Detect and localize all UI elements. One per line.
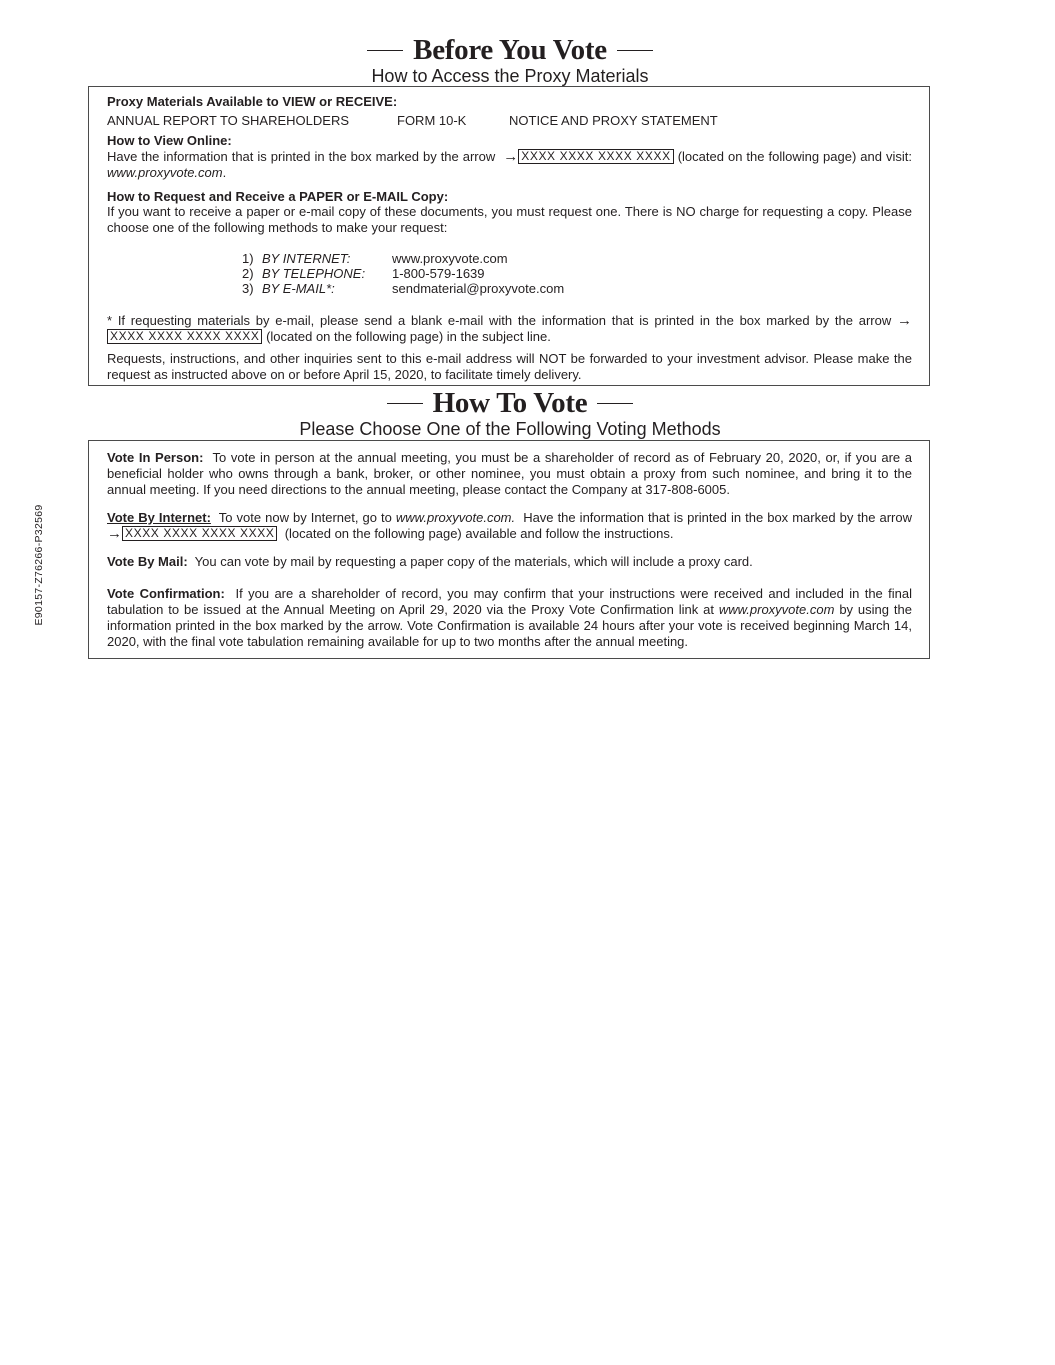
- control-number-box: XXXX XXXX XXXX XXXX: [107, 329, 262, 344]
- vote-by-mail-label: Vote By Mail:: [107, 554, 188, 569]
- how-to-vote-title: How To Vote: [432, 387, 588, 419]
- document-annual-report: ANNUAL REPORT TO SHAREHOLDERS: [107, 113, 350, 128]
- period: .: [222, 165, 227, 180]
- request-heading: How to Request and Receive a PAPER or E-MAIL Copy:: [107, 189, 449, 204]
- voting-methods-box: [88, 440, 930, 659]
- request-method-internet: [107, 251, 707, 267]
- view-online-text-before: Have the information that is printed in the box marked by the arrow: [107, 149, 496, 164]
- how-to-vote-subtitle: Please Choose One of the Following Voting Methods: [299, 419, 721, 439]
- title-rule-right: [617, 50, 653, 51]
- title-rule-right: [597, 403, 633, 404]
- method-number: 2): [242, 266, 254, 281]
- materials-heading: Proxy Materials Available to VIEW or RECEIVE:: [107, 94, 398, 109]
- arrow-icon: →: [503, 148, 519, 165]
- view-online-heading: How to View Online:: [107, 133, 232, 148]
- internet-text-before: To vote now by Internet, go to: [218, 510, 392, 525]
- method-value[interactable]: www.proxyvote.com: [392, 251, 508, 266]
- advisory-text: Requests, instructions, and other inquiries sent to this e-mail address will NOT be forwarded to your investment advisor. Please make the request as instructed above on or before April 15, 2020, to facilitate timely delivery.: [107, 351, 912, 382]
- vote-by-internet: [107, 510, 912, 542]
- method-number: 3): [242, 281, 254, 296]
- confirmation-text-before: If you are a shareholder of record, you may confirm that your instructions were received and included in the final tabulation to be issued at the Annual Meeting on April 29, 2020 via the Proxy Vote Confirmation link at: [107, 586, 912, 617]
- proxyvote-link[interactable]: www.proxyvote.com: [107, 165, 223, 180]
- document-id-text: E90157-Z76266-P32569: [33, 504, 45, 626]
- document-notice-proxy: NOTICE AND PROXY STATEMENT: [509, 113, 718, 128]
- arrow-icon: →: [107, 525, 122, 542]
- before-you-vote-subtitle: How to Access the Proxy Materials: [371, 66, 649, 86]
- vote-by-internet-label: Vote By Internet:: [107, 510, 211, 525]
- vote-confirmation-label: Vote Confirmation:: [107, 586, 225, 601]
- request-method-email: [107, 281, 707, 297]
- request-text: If you want to receive a paper or e-mail copy of these documents, you must request one. There is NO charge for requesting a copy. Please choose one of the following methods to make your request:: [107, 204, 912, 235]
- view-online-text: [107, 149, 912, 181]
- title-rule-left: [367, 50, 403, 51]
- title-rule-left: [387, 403, 423, 404]
- documents-list: [107, 113, 912, 129]
- document-form-10k: FORM 10-K: [397, 113, 467, 128]
- control-number-box: XXXX XXXX XXXX XXXX: [518, 149, 673, 164]
- control-number-box: XXXX XXXX XXXX XXXX: [122, 526, 277, 541]
- vote-confirmation: [107, 586, 912, 650]
- document-id-code: [24, 500, 54, 630]
- method-label: BY E-MAIL*:: [262, 281, 335, 296]
- view-online-text-after: (located on the following page) and visit:: [677, 149, 912, 164]
- method-value[interactable]: sendmaterial@proxyvote.com: [392, 281, 565, 296]
- email-footnote: [107, 313, 912, 345]
- footnote-text-before: * If requesting materials by e-mail, please send a blank e-mail with the information that is printed in the box marked by the arrow: [107, 313, 892, 328]
- vote-in-person-label: Vote In Person:: [107, 450, 204, 465]
- confirmation-text-after: by using the information printed in the box marked by the arrow. Vote Confirmation is available 24 hours after your vote is received beginning March 14, 2020, with the final vote tabulation remaining available for up to two months after the annual meeting.: [107, 602, 912, 649]
- vote-in-person: [107, 450, 912, 498]
- before-you-vote-title: Before You Vote: [413, 34, 607, 66]
- internet-text-after: (located on the following page) available and follow the instructions.: [284, 526, 674, 541]
- internet-text-mid: Have the information that is printed in the box marked by the arrow: [523, 510, 912, 525]
- request-method-telephone: [107, 266, 707, 282]
- proxyvote-link[interactable]: www.proxyvote.com.: [395, 510, 516, 525]
- vote-by-mail-text: You can vote by mail by requesting a paper copy of the materials, which will include a proxy card.: [194, 554, 753, 569]
- request-methods: [107, 251, 912, 299]
- vote-by-mail: [107, 554, 912, 570]
- method-number: 1): [242, 251, 254, 266]
- method-value[interactable]: 1-800-579-1639: [392, 266, 485, 281]
- method-label: BY TELEPHONE:: [262, 266, 366, 281]
- proxyvote-link[interactable]: www.proxyvote.com: [718, 602, 835, 617]
- vote-in-person-text: To vote in person at the annual meeting, you must be a shareholder of record as of February 20, 2020, or, if you are a beneficial holder who owns through a bank, broker, or other nominee, you must obtain a proxy from such nominee, and bring it to the annual meeting. If you need directions to the annual meeting, please contact the Company at 317-808-6005.: [107, 450, 912, 497]
- how-to-vote-heading: [0, 388, 1020, 439]
- footnote-text-after: (located on the following page) in the subject line.: [266, 329, 551, 344]
- method-label: BY INTERNET:: [262, 251, 351, 266]
- before-you-vote-heading: [0, 35, 1020, 86]
- proxy-materials-box: [88, 86, 930, 386]
- arrow-icon: →: [896, 312, 912, 329]
